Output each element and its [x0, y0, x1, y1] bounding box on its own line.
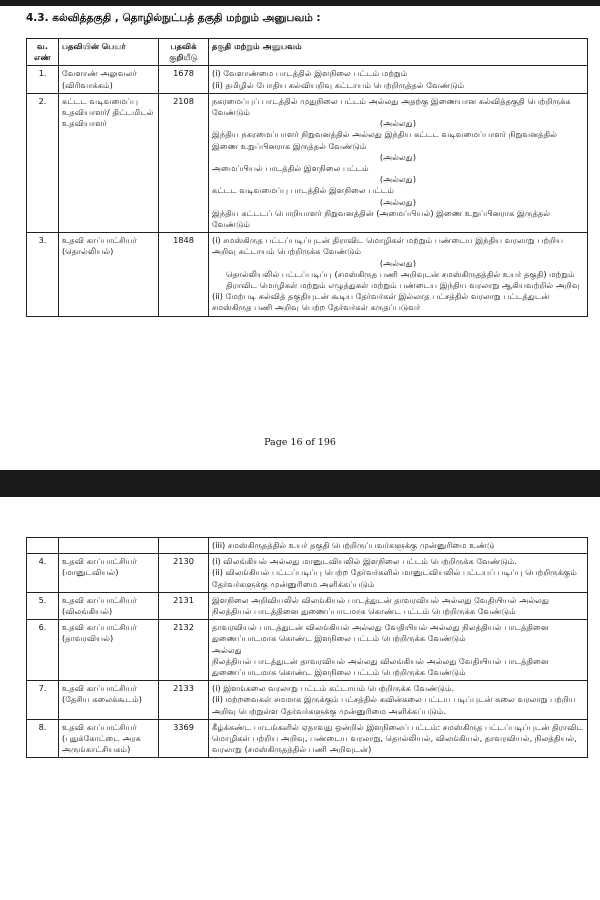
qualification-line: இளநிலை அறிவியலில் விலங்கியல் பாடத்துடன் தாவரவியல் அல்லது வேதியியல் அல்லது நிலத்தியல் பாடத்தினை துணைப்பாடமாக கொண்ட பட்டம் பெற்றிருக்க வேண்டும்	[212, 594, 550, 617]
col-header-post: பதவியின் பெயர்	[59, 39, 159, 66]
row-qualification	[209, 719, 588, 758]
qualification-line: நிலத்தியல் பாடத்துடன் தாவரவியல் அல்லது விலங்கியல் அல்லது வேதியியல் பாடத்தினை துணைப்பாடமாக கொண்ட இளநிலை பட்டம் பெற்றிருக்க வேண்டும்	[212, 655, 549, 678]
qualification-line: (ii) மற்றவைகள் சமமாக இருக்கும் பட்சத்தில் கவின்கலை பட்டய படிப்புடன் கலை வரலாறு பற்றிய அறிவு பெற்றுள்ள தேர்வர்களுக்கு முன்னுரிமை அளிக்கப்படும்.	[212, 694, 576, 716]
qualification-line: தாவரவியல் பாடத்துடன் விலங்கியல் அல்லது வேதியியல் அல்லது நிலத்தியல் பாடத்தினை துணைப்பாடமாக கொண்ட இளநிலை பட்டம் பெற்றிருக்க வேண்டும்	[212, 622, 549, 644]
row-post-code: 1848	[159, 233, 209, 316]
table-row	[27, 554, 588, 593]
qualification-line: (அல்லது)	[379, 196, 417, 207]
table-row	[27, 592, 588, 619]
col-header-code: பதவிக் குறியீடு	[159, 39, 209, 66]
row-serial-number: 2.	[27, 93, 59, 232]
qualification-line: தொல்லியலில் பட்டப்படிப்பு (சமஸ்கிருத பணி அறிவுடன் சமஸ்கிருதத்தில் உயர் தகுதி) மற்றும் திராவிட மொழிகள் மற்றும் எழுத்துகள் மற்றும் பண்டைய இந்திய வரலாறு ஆகியவற்றில் அறிவு	[226, 268, 580, 291]
row-qualification	[209, 93, 588, 232]
qualification-line: (ii) விலங்கியல் பட்டப்படிப்பு பெற்ற தேர்வர்களில் மானுடவியலில் பட்டயப் படிப்பு பெற்றிருக்கும் தேர்வர்களுக்கு முன்னுரிமை அளிக்கப்படும்	[212, 567, 577, 589]
page-break-band	[0, 470, 600, 497]
qualification-line: (i) இளங்கலை வரலாறு பட்டம் கட்டாயம் பெற்றிருக்க வேண்டும்.	[212, 683, 455, 694]
qualification-line: (ii) மேற்படி கல்வித் தகுதியுடன் கூடிய தேர்வர்கள் இல்லாத பட்சத்தில் வரலாறு பட்டத்துடன் சமஸ்கிருத பணி அறிவு பெற்ற தேர்வர்கள் கருதப்படுவர்	[212, 291, 550, 313]
qualification-line: (i) சமஸ்கிருத பட்டப்படிப்புடன் திராவிட மொழிகள் மற்றும் பண்டைய இந்திய வரலாறு பற்றிய அறிவு கட்டாயம் பெற்றிருக்க வேண்டும்	[212, 235, 564, 257]
row-post-name: உதவி காப்பாட்சியர் (தேசிய கலைக்கூடம்)	[59, 681, 159, 720]
qualification-line: கீழ்க்கண்ட பாடங்களில் ஏதாவது ஒன்றில் இளநிலைப் பட்டம்: சமஸ்கிருத பட்டப்படிப்புடன் திராவிட மொழிகள் பற்றிய அறிவு, பண்டைய வரலாறு, தொல்லியல், விலங்கியல், தாவரவியல், நிலத்தியல், வரலாறு (சமஸ்கிருதத்தில் பணி அறிவுடன்)	[212, 721, 584, 755]
row-serial-number: 1.	[27, 66, 59, 93]
qualification-line: (அல்லது)	[379, 257, 417, 268]
qualification-line: (அல்லது)	[379, 151, 417, 162]
row-serial-number: 6.	[27, 620, 59, 681]
qualification-line: (ii) தமிழில் போதிய கல்வியறிவு கட்டாயம் பெற்றிருத்தல் வேண்டும்	[212, 79, 465, 90]
row-post-code: 2133	[159, 681, 209, 720]
row-qualification	[209, 66, 588, 93]
row-post-name: வேளாண் அலுவலர் (விரிவாக்கம்)	[59, 66, 159, 93]
row-post-name: உதவி காப்பாட்சியர் (மானுடவியல்)	[59, 554, 159, 593]
section-heading: 4.3. கல்வித்தகுதி , தொழில்நுட்பத் தகுதி மற்றும் அனுபவம் :	[26, 12, 321, 24]
table-row	[27, 681, 588, 720]
qualification-line: அமைப்பியல் பாடத்தில் இளநிலை பட்டம்	[212, 163, 369, 174]
row-post-name: உதவி காப்பாட்சியர் (தாவரவியல்)	[59, 620, 159, 681]
qualification-table-page-17	[26, 537, 588, 758]
row-post-code: 1678	[159, 66, 209, 93]
table-row	[27, 233, 588, 316]
qualification-line: (i) வேளாண்மை பாடத்தில் இளநிலை பட்டம் மற்றும்	[212, 68, 408, 79]
col-header-sno: வ. எண்	[27, 39, 59, 66]
row-post-code: 3369	[159, 719, 209, 758]
row-post-name	[59, 538, 159, 554]
row-qualification	[209, 538, 588, 554]
col-header-qualification: தகுதி மற்றும் அனுபவம்	[209, 39, 588, 66]
table-row	[27, 538, 588, 554]
row-serial-number: 5.	[27, 592, 59, 619]
row-serial-number: 7.	[27, 681, 59, 720]
qualification-line: நகரமைப்புப் பாடத்தில் முதுநிலை பட்டம் அல்லது அதற்கு இணையான கல்வித்தகுதி பெற்றிருக்க வேண்டும்	[212, 95, 571, 118]
row-serial-number: 8.	[27, 719, 59, 758]
row-qualification	[209, 554, 588, 593]
row-serial-number	[27, 538, 59, 554]
row-qualification	[209, 681, 588, 720]
table-header-row	[27, 39, 588, 66]
row-qualification	[209, 592, 588, 619]
table-row	[27, 93, 588, 232]
row-post-name: உதவி காப்பாட்சியர் (புதுக்கோட்டை அரசு அருங்காட்சியகம்)	[59, 719, 159, 758]
row-qualification	[209, 620, 588, 681]
row-qualification	[209, 233, 588, 316]
row-post-code: 2108	[159, 93, 209, 232]
qualification-line: (அல்லது)	[379, 118, 417, 129]
qualification-table-page-16	[26, 38, 588, 317]
qualification-line: அல்லது	[212, 644, 242, 655]
row-post-code: 2131	[159, 592, 209, 619]
qualification-line: இந்திய கட்டடப் பொறியாளர் நிறுவனத்தின் (அமைப்பியல்) இணை உறுப்பினராக இருத்தல் வேண்டும்	[212, 207, 551, 230]
table-row	[27, 719, 588, 758]
row-post-code: 2132	[159, 620, 209, 681]
table-row	[27, 66, 588, 93]
row-post-name: கட்டட வடிவமைப்பு உதவியாளர்/ திட்டமிடல் உதவியாளர்	[59, 93, 159, 232]
row-post-code: 2130	[159, 554, 209, 593]
row-post-code	[159, 538, 209, 554]
qualification-line: (iii) சமஸ்கிருதத்தில் உயர் தகுதி பெற்றிருப்பவர்களுக்கு முன்னுரிமை உண்டு	[212, 540, 495, 550]
qualification-line: (i) விலங்கியல் அல்லது மானுடவியலில் இளநிலை பட்டம் பெற்றிருக்க வேண்டும்.	[212, 556, 517, 567]
row-serial-number: 4.	[27, 554, 59, 593]
qualification-line: கட்டட வடிவமைப்பு பாடத்தில் இளநிலை பட்டம்	[212, 185, 395, 196]
qualification-line: (அல்லது)	[379, 174, 417, 185]
page-number: Page 16 of 196	[264, 437, 336, 448]
top-dark-band	[0, 0, 600, 6]
qualification-line: இந்திய நகரமைப்பாளர் நிறுவனத்தில் அல்லது இந்திய கட்டட வடிவமைப்பாளர் நிறுவனத்தில் இணை உறுப்பினராக இருத்தல் வேண்டும்	[212, 129, 557, 151]
row-post-name: உதவி காப்பாட்சியர் (தொல்லியல்)	[59, 233, 159, 316]
row-post-name: உதவி காப்பாட்சியர் (விலங்கியல்)	[59, 592, 159, 619]
table-row	[27, 620, 588, 681]
row-serial-number: 3.	[27, 233, 59, 316]
